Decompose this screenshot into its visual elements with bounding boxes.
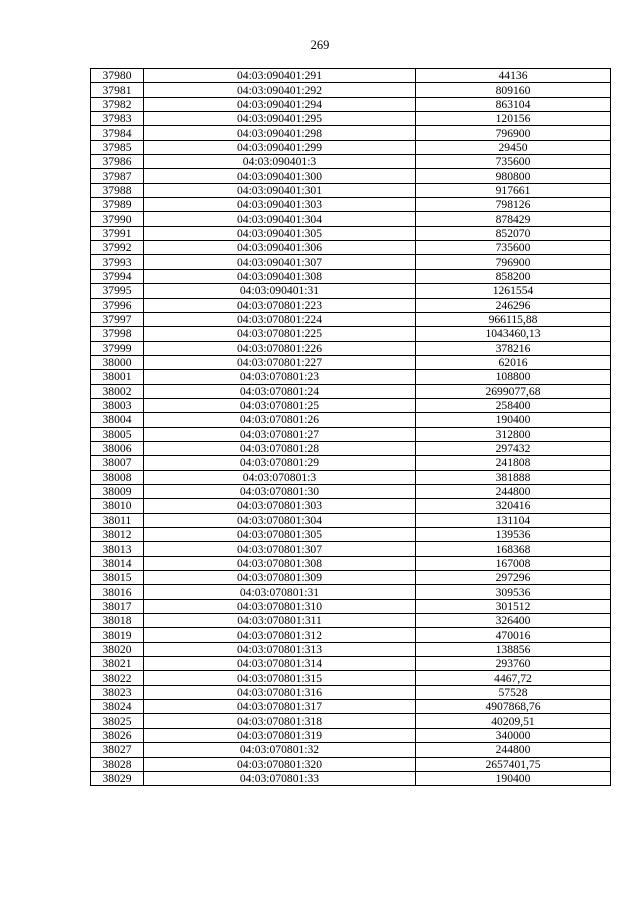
table-row	[91, 499, 611, 513]
table-row	[91, 69, 611, 83]
row-number-cell: 37993	[91, 255, 144, 269]
value-cell: 246296	[416, 298, 611, 312]
row-number-cell: 38027	[91, 743, 144, 757]
cadastral-number-cell: 04:03:090401:303	[144, 198, 416, 212]
value-cell: 796900	[416, 255, 611, 269]
value-cell: 138856	[416, 642, 611, 656]
value-cell: 966115,88	[416, 312, 611, 326]
cadastral-number-cell: 04:03:090401:308	[144, 269, 416, 283]
table-row	[91, 169, 611, 183]
value-cell: 2657401,75	[416, 757, 611, 771]
row-number-cell: 37986	[91, 155, 144, 169]
cadastral-number-cell: 04:03:070801:303	[144, 499, 416, 513]
cadastral-number-cell: 04:03:070801:30	[144, 484, 416, 498]
cadastral-number-cell: 04:03:090401:295	[144, 112, 416, 126]
value-cell: 980800	[416, 169, 611, 183]
row-number-cell: 37987	[91, 169, 144, 183]
cadastral-number-cell: 04:03:070801:315	[144, 671, 416, 685]
row-number-cell: 38021	[91, 657, 144, 671]
cadastral-number-cell: 04:03:070801:304	[144, 513, 416, 527]
cadastral-number-cell: 04:03:070801:3	[144, 470, 416, 484]
cadastral-number-cell: 04:03:070801:223	[144, 298, 416, 312]
value-cell: 340000	[416, 728, 611, 742]
value-cell: 167008	[416, 556, 611, 570]
row-number-cell: 37990	[91, 212, 144, 226]
table-row	[91, 269, 611, 283]
cadastral-number-cell: 04:03:070801:224	[144, 312, 416, 326]
cadastral-number-cell: 04:03:070801:309	[144, 571, 416, 585]
value-cell: 4907868,76	[416, 700, 611, 714]
row-number-cell: 38008	[91, 470, 144, 484]
cadastral-number-cell: 04:03:070801:31	[144, 585, 416, 599]
value-cell: 917661	[416, 183, 611, 197]
cadastral-number-cell: 04:03:070801:311	[144, 614, 416, 628]
row-number-cell: 38029	[91, 771, 144, 785]
table-row	[91, 456, 611, 470]
value-cell: 4467,72	[416, 671, 611, 685]
row-number-cell: 37995	[91, 284, 144, 298]
cadastral-number-cell: 04:03:070801:33	[144, 771, 416, 785]
value-cell: 796900	[416, 126, 611, 140]
row-number-cell: 38013	[91, 542, 144, 556]
value-cell: 378216	[416, 341, 611, 355]
row-number-cell: 38019	[91, 628, 144, 642]
cadastral-number-cell: 04:03:090401:31	[144, 284, 416, 298]
cadastral-number-cell: 04:03:090401:305	[144, 226, 416, 240]
row-number-cell: 38016	[91, 585, 144, 599]
value-cell: 190400	[416, 413, 611, 427]
table-row	[91, 97, 611, 111]
table-row	[91, 771, 611, 785]
cadastral-number-cell: 04:03:090401:291	[144, 69, 416, 83]
row-number-cell: 38024	[91, 700, 144, 714]
table-row	[91, 628, 611, 642]
table-row	[91, 513, 611, 527]
row-number-cell: 37991	[91, 226, 144, 240]
row-number-cell: 37981	[91, 83, 144, 97]
cadastral-number-cell: 04:03:070801:26	[144, 413, 416, 427]
table-row	[91, 556, 611, 570]
table-row	[91, 155, 611, 169]
value-cell: 57528	[416, 685, 611, 699]
cadastral-number-cell: 04:03:090401:307	[144, 255, 416, 269]
value-cell: 2699077,68	[416, 384, 611, 398]
table-row	[91, 183, 611, 197]
table-row	[91, 241, 611, 255]
row-number-cell: 38009	[91, 484, 144, 498]
value-cell: 190400	[416, 771, 611, 785]
value-cell: 244800	[416, 743, 611, 757]
value-cell: 852070	[416, 226, 611, 240]
row-number-cell: 37988	[91, 183, 144, 197]
row-number-cell: 38006	[91, 441, 144, 455]
table-row	[91, 384, 611, 398]
value-cell: 809160	[416, 83, 611, 97]
table-row	[91, 614, 611, 628]
value-cell: 120156	[416, 112, 611, 126]
cadastral-number-cell: 04:03:070801:312	[144, 628, 416, 642]
cadastral-number-cell: 04:03:070801:319	[144, 728, 416, 742]
table-row	[91, 126, 611, 140]
value-cell: 293760	[416, 657, 611, 671]
value-cell: 168368	[416, 542, 611, 556]
cadastral-number-cell: 04:03:070801:226	[144, 341, 416, 355]
cadastral-number-cell: 04:03:070801:225	[144, 327, 416, 341]
value-cell: 44136	[416, 69, 611, 83]
table-row	[91, 599, 611, 613]
table-row	[91, 198, 611, 212]
value-cell: 258400	[416, 398, 611, 412]
table-row	[91, 255, 611, 269]
row-number-cell: 37994	[91, 269, 144, 283]
table-row	[91, 714, 611, 728]
table-row	[91, 585, 611, 599]
cadastral-number-cell: 04:03:090401:3	[144, 155, 416, 169]
value-cell: 735600	[416, 241, 611, 255]
value-cell: 40209,51	[416, 714, 611, 728]
table-row	[91, 327, 611, 341]
cadastral-number-cell: 04:03:090401:292	[144, 83, 416, 97]
value-cell: 863104	[416, 97, 611, 111]
cadastral-number-cell: 04:03:070801:23	[144, 370, 416, 384]
table-row	[91, 398, 611, 412]
value-cell: 244800	[416, 484, 611, 498]
table-row	[91, 427, 611, 441]
row-number-cell: 37985	[91, 140, 144, 154]
table-row	[91, 284, 611, 298]
value-cell: 108800	[416, 370, 611, 384]
row-number-cell: 38012	[91, 528, 144, 542]
cadastral-number-cell: 04:03:070801:317	[144, 700, 416, 714]
table-row	[91, 441, 611, 455]
value-cell: 29450	[416, 140, 611, 154]
value-cell: 139536	[416, 528, 611, 542]
row-number-cell: 37999	[91, 341, 144, 355]
value-cell: 858200	[416, 269, 611, 283]
value-cell: 320416	[416, 499, 611, 513]
cadastral-number-cell: 04:03:070801:314	[144, 657, 416, 671]
value-cell: 309536	[416, 585, 611, 599]
cadastral-number-cell: 04:03:070801:25	[144, 398, 416, 412]
value-cell: 297296	[416, 571, 611, 585]
cadastral-number-cell: 04:03:090401:301	[144, 183, 416, 197]
row-number-cell: 38022	[91, 671, 144, 685]
table-row	[91, 226, 611, 240]
table-row	[91, 212, 611, 226]
table-row	[91, 757, 611, 771]
page-number: 269	[310, 38, 330, 52]
row-number-cell: 38025	[91, 714, 144, 728]
cadastral-number-cell: 04:03:070801:308	[144, 556, 416, 570]
value-cell: 381888	[416, 470, 611, 484]
table-row	[91, 370, 611, 384]
row-number-cell: 37984	[91, 126, 144, 140]
cadastral-number-cell: 04:03:090401:300	[144, 169, 416, 183]
row-number-cell: 37996	[91, 298, 144, 312]
value-cell: 798126	[416, 198, 611, 212]
value-cell: 312800	[416, 427, 611, 441]
cadastral-number-cell: 04:03:070801:24	[144, 384, 416, 398]
row-number-cell: 38020	[91, 642, 144, 656]
value-cell: 241808	[416, 456, 611, 470]
value-cell: 878429	[416, 212, 611, 226]
table-row	[91, 743, 611, 757]
value-cell: 301512	[416, 599, 611, 613]
table-body	[91, 69, 611, 786]
row-number-cell: 37982	[91, 97, 144, 111]
row-number-cell: 37997	[91, 312, 144, 326]
row-number-cell: 37989	[91, 198, 144, 212]
cadastral-number-cell: 04:03:070801:307	[144, 542, 416, 556]
row-number-cell: 38005	[91, 427, 144, 441]
table-row	[91, 355, 611, 369]
value-cell: 131104	[416, 513, 611, 527]
row-number-cell: 38001	[91, 370, 144, 384]
table-row	[91, 112, 611, 126]
row-number-cell: 38011	[91, 513, 144, 527]
value-cell: 1261554	[416, 284, 611, 298]
row-number-cell: 38026	[91, 728, 144, 742]
value-cell: 735600	[416, 155, 611, 169]
value-cell: 326400	[416, 614, 611, 628]
table-row	[91, 312, 611, 326]
table-row	[91, 728, 611, 742]
row-number-cell: 38010	[91, 499, 144, 513]
table-row	[91, 413, 611, 427]
table-row	[91, 470, 611, 484]
row-number-cell: 38015	[91, 571, 144, 585]
cadastral-number-cell: 04:03:070801:32	[144, 743, 416, 757]
row-number-cell: 38017	[91, 599, 144, 613]
table-row	[91, 642, 611, 656]
cadastral-number-cell: 04:03:070801:305	[144, 528, 416, 542]
data-table	[90, 68, 611, 786]
table-row	[91, 657, 611, 671]
cadastral-number-cell: 04:03:070801:316	[144, 685, 416, 699]
table-row	[91, 542, 611, 556]
cadastral-number-cell: 04:03:070801:318	[144, 714, 416, 728]
row-number-cell: 38003	[91, 398, 144, 412]
table-row	[91, 83, 611, 97]
cadastral-number-cell: 04:03:070801:27	[144, 427, 416, 441]
table-row	[91, 671, 611, 685]
row-number-cell: 38000	[91, 355, 144, 369]
value-cell: 470016	[416, 628, 611, 642]
cadastral-number-cell: 04:03:070801:320	[144, 757, 416, 771]
value-cell: 62016	[416, 355, 611, 369]
value-cell: 297432	[416, 441, 611, 455]
table-row	[91, 140, 611, 154]
table-row	[91, 571, 611, 585]
cadastral-number-cell: 04:03:070801:313	[144, 642, 416, 656]
row-number-cell: 38007	[91, 456, 144, 470]
cadastral-number-cell: 04:03:070801:29	[144, 456, 416, 470]
value-cell: 1043460,13	[416, 327, 611, 341]
row-number-cell: 38018	[91, 614, 144, 628]
table-row	[91, 685, 611, 699]
row-number-cell: 37992	[91, 241, 144, 255]
cadastral-number-cell: 04:03:090401:299	[144, 140, 416, 154]
row-number-cell: 38004	[91, 413, 144, 427]
cadastral-number-cell: 04:03:090401:298	[144, 126, 416, 140]
row-number-cell: 37983	[91, 112, 144, 126]
row-number-cell: 37998	[91, 327, 144, 341]
cadastral-number-cell: 04:03:090401:304	[144, 212, 416, 226]
row-number-cell: 37980	[91, 69, 144, 83]
row-number-cell: 38028	[91, 757, 144, 771]
cadastral-number-cell: 04:03:070801:227	[144, 355, 416, 369]
table-row	[91, 484, 611, 498]
table-row	[91, 298, 611, 312]
cadastral-number-cell: 04:03:070801:310	[144, 599, 416, 613]
cadastral-number-cell: 04:03:070801:28	[144, 441, 416, 455]
cadastral-number-cell: 04:03:090401:306	[144, 241, 416, 255]
row-number-cell: 38002	[91, 384, 144, 398]
cadastral-number-cell: 04:03:090401:294	[144, 97, 416, 111]
table-row	[91, 528, 611, 542]
row-number-cell: 38014	[91, 556, 144, 570]
row-number-cell: 38023	[91, 685, 144, 699]
table-row	[91, 700, 611, 714]
table-row	[91, 341, 611, 355]
